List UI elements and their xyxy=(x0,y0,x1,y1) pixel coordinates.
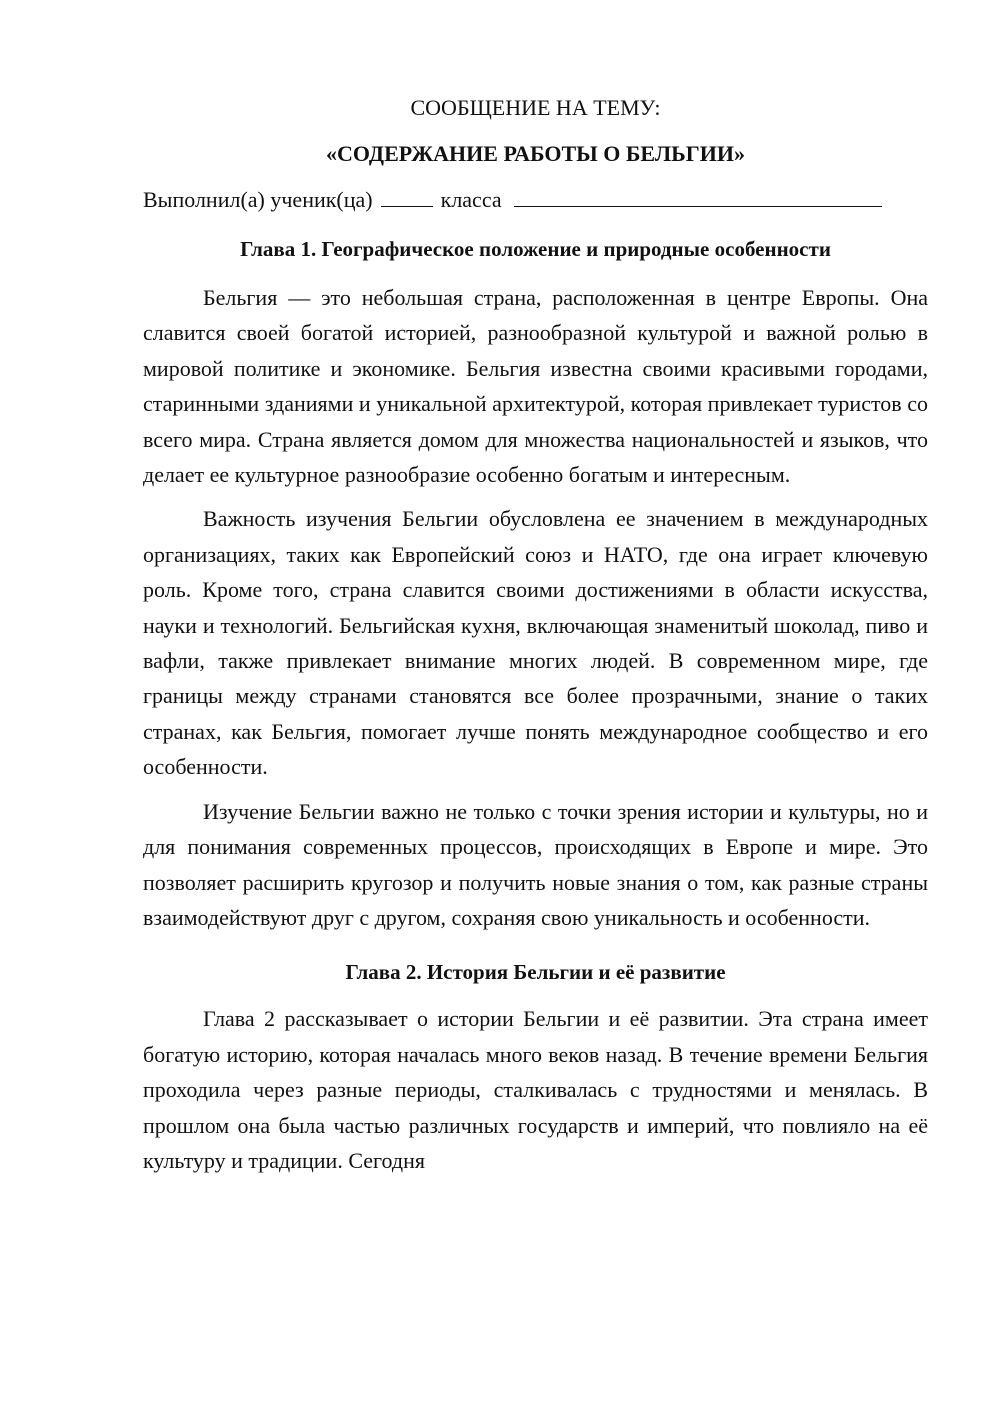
header-line-1: СООБЩЕНИЕ НА ТЕМУ: xyxy=(410,95,661,120)
header-line-2: «СОДЕРЖАНИЕ РАБОТЫ О БЕЛЬГИИ» xyxy=(326,141,745,166)
chapter-1-paragraph: Важность изучения Бельгии обусловлена ее значением в международных организациях, таких как Европейский союз и НАТО, где она играет ключевую роль. Кроме того, страна славится своими достижениями в области искусства, науки и технологий. Бельгийская кухня, включающая знаменитый шоколад, пиво и вафли, также привлекает внимание многих людей. В современном мире, где границы между странами становятся все более прозрачными, знание о таких странах, как Бельгия, помогает лучше понять международное сообщество и его особенности. xyxy=(143,506,928,780)
chapter-2-title: Глава 2. История Бельгии и её развитие xyxy=(345,960,726,985)
chapter-1-title: Глава 1. Географическое положение и природные особенности xyxy=(240,237,831,261)
author-line xyxy=(143,184,928,216)
author-prefix: Выполнил(а) ученик(ца) xyxy=(143,187,373,212)
chapter-1-paragraph: Изучение Бельгии важно не только с точки зрения истории и культуры, но и для понимания современных процессов, происходящих в Европе и мире. Это позволяет расширить кругозор и получить новые знания о том, как разные страны взаимодействуют друг с другом, сохраняя свою уникальность и особенности. xyxy=(143,798,928,930)
name-blank xyxy=(514,184,882,207)
author-middle: класса xyxy=(440,187,502,212)
chapter-2-paragraph: Глава 2 рассказывает о истории Бельгии и её развитии. Эта страна имеет богатую историю, которая началась много веков назад. В течение времени Бельгия проходила через разные периоды, сталкивалась с трудностями и менялась. В прошлом она была частью различных государств и империй, что повлияло на её культуру и традиции. Сегодня xyxy=(143,1006,928,1173)
document-body xyxy=(143,92,928,1187)
chapter-1-paragraph: Бельгия — это небольшая страна, расположенная в центре Европы. Она славится своей богатой историей, разнообразной культурой и важной ролью в мировой политике и экономике. Бельгия известна своими красивыми городами, старинными зданиями и уникальной архитектурой, которая привлекает туристов со всего мира. Страна является домом для множества национальностей и языков, что делает ее культурное разнообразие особенно богатым и интересным. xyxy=(143,285,928,488)
grade-blank xyxy=(381,184,433,207)
